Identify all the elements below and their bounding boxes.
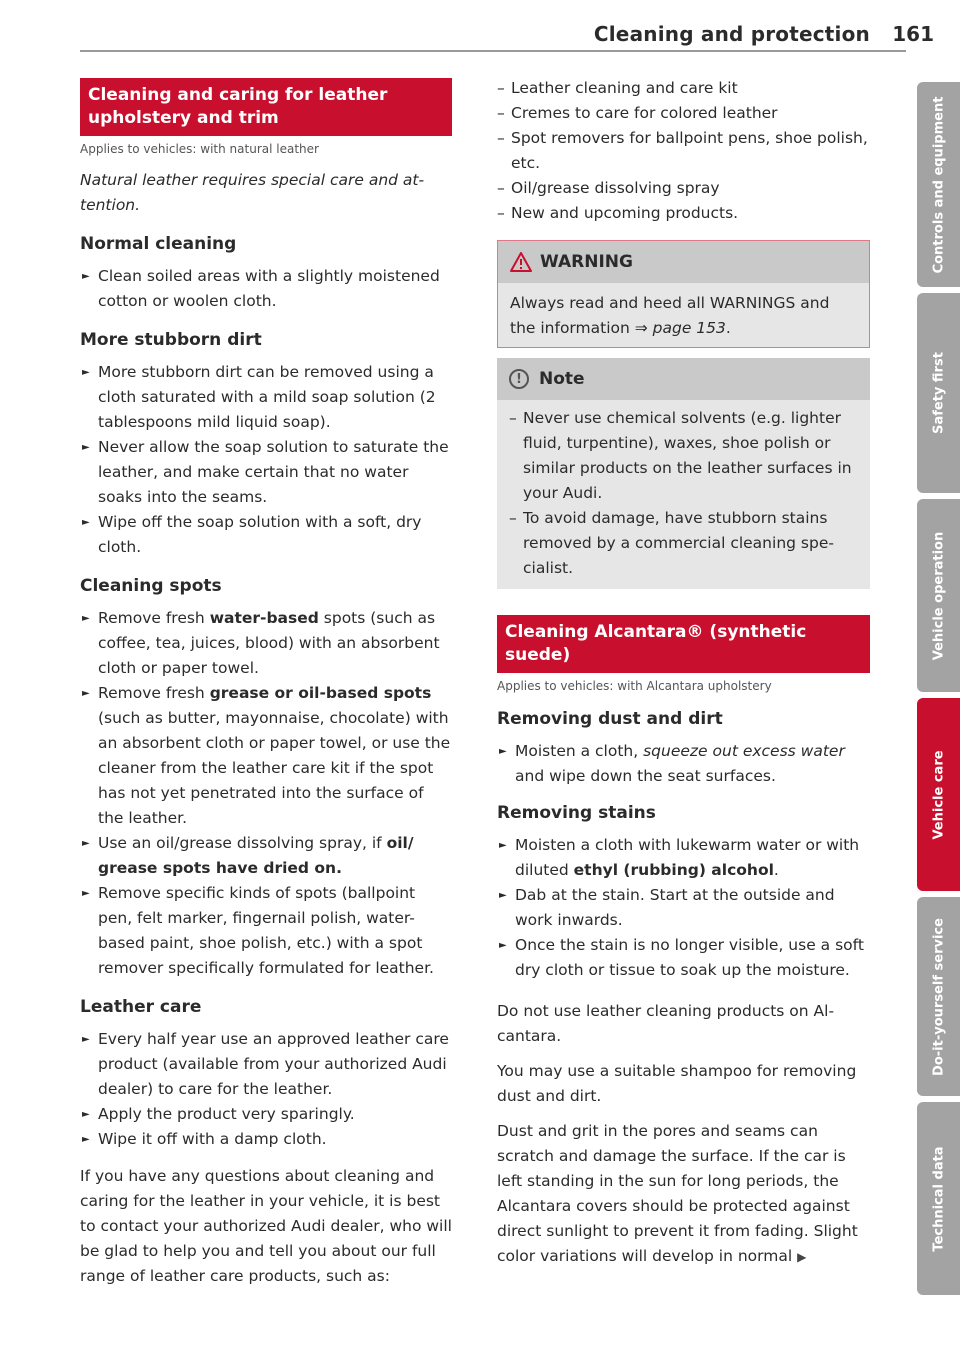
list-item: – Leather cleaning and care kit	[497, 79, 738, 97]
list-item: – To avoid damage, have stubborn stains removed by a commercial cleaning specialist.	[509, 509, 834, 577]
tab-do-it-yourself-service[interactable]: Do-it-yourself service	[917, 897, 960, 1096]
warning-header	[498, 241, 869, 283]
bullet-arrow-icon: ►	[82, 1134, 90, 1145]
warning-title: WARNING	[540, 252, 633, 272]
paragraph: You may use a suitable shampoo for removing dust and dirt.	[497, 1062, 857, 1105]
heading-removing-dust: Removing dust and dirt	[497, 709, 723, 729]
tab-technical-data[interactable]: Technical data	[917, 1102, 960, 1295]
list-item: ► Apply the product very sparingly.	[80, 1102, 452, 1127]
running-header-title: Cleaning and protection	[593, 22, 870, 46]
bullet-arrow-icon: ►	[82, 838, 90, 849]
list-item: ► Moisten a cloth with lukewarm water or with diluted ethyl (rubbing) alcohol.	[497, 833, 870, 883]
heading-cleaning-spots: Cleaning spots	[80, 576, 222, 596]
applies-note: Applies to vehicles: with natural leather	[80, 142, 319, 156]
bullet-arrow-icon: ►	[82, 517, 90, 528]
paragraph: Dust and grit in the pores and seams can scratch and damage the surface. If the car is left standing in the sun for long periods, the Alcantara covers should be protected against direct sunlight to prevent it from fading. Slight color variations will develop in normal ▶	[497, 1122, 858, 1265]
section-title-alcantara: Cleaning Alcantara® (synthetic suede)	[497, 615, 870, 673]
bullet-arrow-icon: ►	[499, 746, 507, 757]
list-item: ► Never allow the soap solution to saturate the leather, and make certain that no water soaks into the seams.	[80, 435, 452, 510]
list-item: ► Remove fresh grease or oil-based spots (such as butter, mayonnaise, chocolate) with an absorbent cloth or paper towel, or use the cleaner from the leather care kit if the spot has not yet penetrated into the surface of the leather.	[80, 681, 452, 831]
list-item: ► More stubborn dirt can be removed using a cloth saturated with a mild soap solution (2 tablespoons mild liquid soap).	[80, 360, 452, 435]
bullet-arrow-icon: ►	[499, 940, 507, 951]
heading-leather-care: Leather care	[80, 997, 202, 1017]
heading-normal-cleaning: Normal cleaning	[80, 234, 237, 254]
list-item: – Cremes to care for colored leather	[497, 104, 778, 122]
list-item: – Oil/grease dissolving spray	[497, 179, 720, 197]
continue-arrow-icon: ▶	[797, 1250, 807, 1264]
page-number: 161	[892, 22, 934, 46]
warning-box	[497, 240, 870, 348]
paragraph: Do not use leather cleaning products on Alcantara.	[497, 1002, 835, 1045]
bullet-arrow-icon: ►	[82, 442, 90, 453]
tab-vehicle-care[interactable]: Vehicle care	[917, 698, 960, 891]
bullet-arrow-icon: ►	[82, 1034, 90, 1045]
list-item: – Spot removers for ballpoint pens, shoe polish, etc.	[497, 129, 868, 172]
bullet-arrow-icon: ►	[82, 688, 90, 699]
list-item: – Never use chemical solvents (e.g. lighter fluid, turpentine), waxes, shoe polish or similar products on the leather surfaces in your Audi.	[509, 409, 852, 502]
note-header	[497, 358, 870, 400]
intro-text: Natural leather requires special care and attention.	[80, 171, 425, 214]
bullet-arrow-icon: ►	[499, 890, 507, 901]
heading-stubborn-dirt: More stubborn dirt	[80, 330, 262, 350]
applies-note: Applies to vehicles: with Alcantara upholstery	[497, 679, 772, 693]
list-item: ► Wipe it off with a damp cloth.	[80, 1127, 452, 1152]
list-item: ► Clean soiled areas with a slightly moistened cotton or woolen cloth.	[80, 264, 452, 314]
bullet-arrow-icon: ►	[82, 613, 90, 624]
bullet-arrow-icon: ►	[82, 888, 90, 899]
bullet-arrow-icon: ►	[499, 840, 507, 851]
section-title-leather: Cleaning and caring for leather upholstery and trim	[80, 78, 452, 136]
note-body	[497, 400, 870, 589]
bullet-arrow-icon: ►	[82, 1109, 90, 1120]
list-item: ► Use an oil/grease dissolving spray, if oil/ grease spots have dried on.	[80, 831, 452, 881]
warning-body: Always read and heed all WARNINGS and the information ⇒ page 153.	[498, 283, 869, 347]
closing-paragraph: If you have any questions about cleaning and caring for the leather in your vehicle, it is best to contact your authorized Audi dealer, who will be glad to help you and tell you about our full range of leather care products, such as:	[80, 1167, 452, 1285]
left-column	[80, 0, 452, 1289]
warning-triangle-icon	[510, 252, 532, 272]
note-title: Note	[539, 369, 585, 389]
list-item: ► Every half year use an approved leather care product (available from your authorized Audi dealer) to care for the leather.	[80, 1027, 452, 1102]
bullet-arrow-icon: ►	[82, 367, 90, 378]
info-exclamation-icon: !	[509, 369, 529, 389]
list-item: ► Dab at the stain. Start at the outside and work inwards.	[497, 883, 870, 933]
list-item: ► Wipe off the soap solution with a soft, dry cloth.	[80, 510, 452, 560]
right-column	[497, 0, 870, 1270]
bullet-arrow-icon: ►	[82, 271, 90, 282]
tab-controls-and-equipment[interactable]: Controls and equipment	[917, 82, 960, 287]
list-item: ► Once the stain is no longer visible, use a soft dry cloth or tissue to soak up the moisture.	[497, 933, 870, 983]
page-reference-link[interactable]: ⇒ page 153	[634, 319, 726, 337]
tab-safety-first[interactable]: Safety first	[917, 293, 960, 493]
list-item: – New and upcoming products.	[497, 204, 739, 222]
list-item: ► Remove specific kinds of spots (ballpoint pen, felt marker, fingernail polish, water-based paint, shoe polish, etc.) with a spot remover specifically formulated for leather.	[80, 881, 452, 981]
heading-removing-stains: Removing stains	[497, 803, 656, 823]
list-item: ► Moisten a cloth, squeeze out excess water and wipe down the seat surfaces.	[497, 739, 870, 789]
note-box	[497, 358, 870, 589]
tab-vehicle-operation[interactable]: Vehicle operation	[917, 499, 960, 692]
list-item: ► Remove fresh water-based spots (such as coffee, tea, juices, blood) with an absorbent cloth or paper towel.	[80, 606, 452, 681]
